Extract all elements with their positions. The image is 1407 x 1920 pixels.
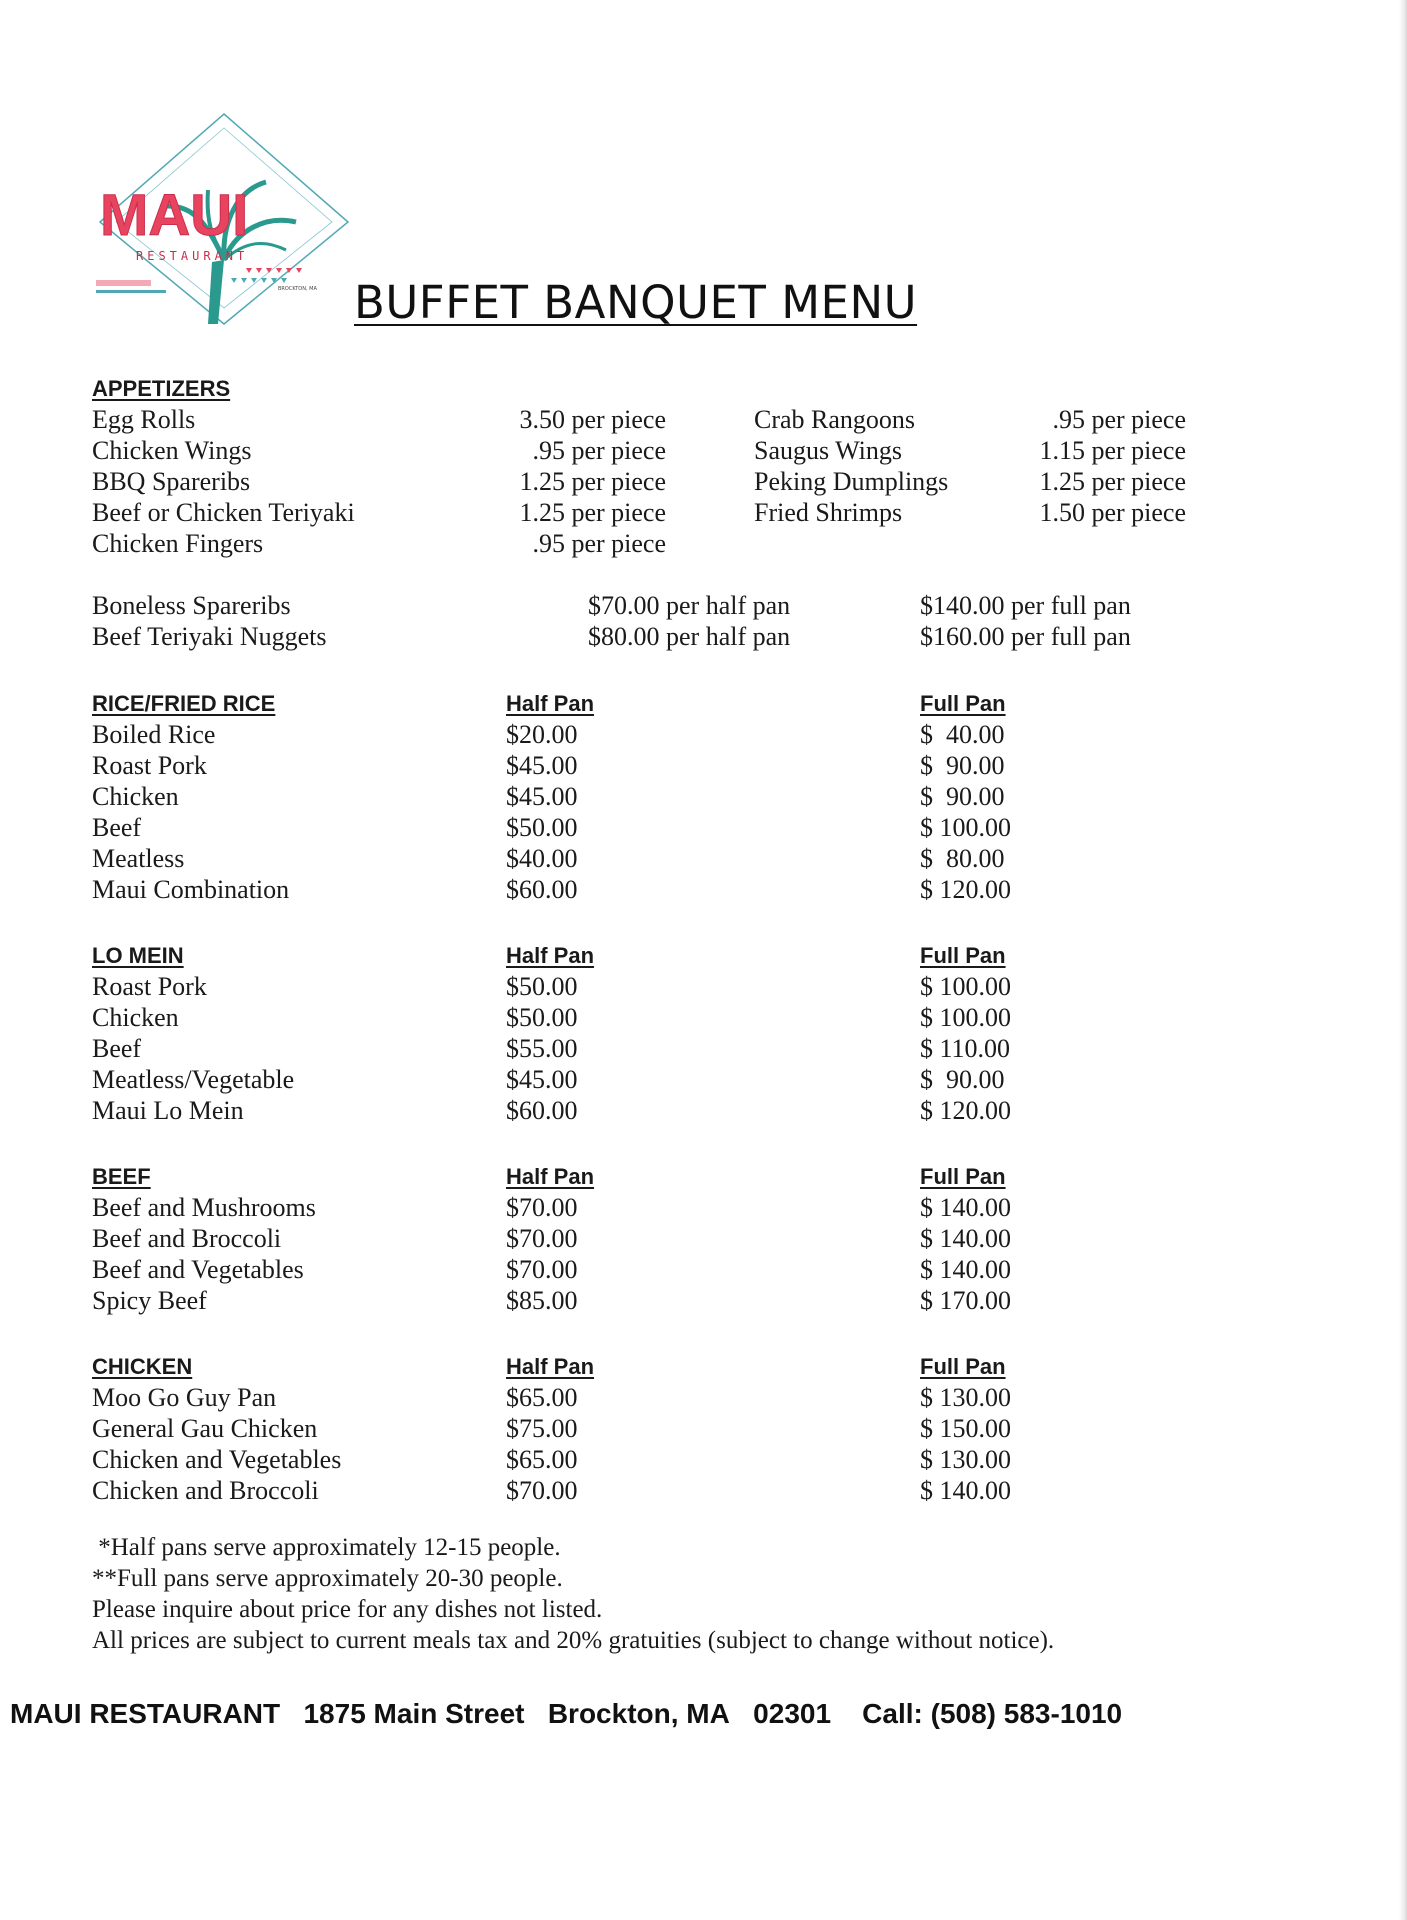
dish-name: Meatless/Vegetable: [92, 1065, 295, 1094]
appetizer-name: Peking Dumplings: [754, 467, 949, 496]
full-pan-price: $ 90.00: [920, 751, 1005, 780]
full-pan-price: $ 140.00: [920, 1224, 1011, 1253]
half-pan-price: $40.00: [506, 844, 578, 873]
full-pan-header: Full Pan: [920, 943, 1006, 968]
note-full-pans: **Full pans serve approximately 20-30 people.: [92, 1565, 563, 1592]
dish-name: Beef and Vegetables: [92, 1255, 304, 1284]
dish-name: Chicken: [92, 782, 179, 811]
full-pan-price: $ 80.00: [920, 844, 1005, 873]
half-pan-price: $45.00: [506, 1065, 578, 1094]
appetizer-price: 1.25 per piece: [519, 467, 666, 496]
appetizer-price: 1.25 per piece: [1039, 467, 1186, 496]
half-pan-price: $85.00: [506, 1286, 578, 1315]
full-pan-price: $ 90.00: [920, 1065, 1005, 1094]
dish-name: Chicken: [92, 1003, 179, 1032]
maui-restaurant-logo: [96, 110, 356, 340]
full-pan-price: $ 150.00: [920, 1414, 1011, 1443]
half-pan-header: Half Pan: [506, 691, 595, 716]
dish-name: Beef: [92, 813, 142, 842]
svg-text:BROCKTON, MA: BROCKTON, MA: [278, 286, 317, 292]
half-pan-price: $45.00: [506, 751, 578, 780]
menu-title: BUFFET BANQUET MENU: [354, 276, 918, 329]
appetizer-name: Beef or Chicken Teriyaki: [92, 498, 355, 527]
section-heading-appetizers: APPETIZERS: [92, 376, 231, 401]
half-pan-price: $70.00: [506, 1224, 578, 1253]
half-pan-price: $45.00: [506, 782, 578, 811]
full-pan-price: $ 110.00: [920, 1034, 1011, 1063]
section-heading-beef: BEEF: [92, 1164, 151, 1189]
half-pan-price: $50.00: [506, 972, 578, 1001]
half-pan-price: $20.00: [506, 720, 578, 749]
half-pan-header: Half Pan: [506, 1164, 595, 1189]
full-pan-header: Full Pan: [920, 1354, 1006, 1379]
dish-name: Maui Combination: [92, 875, 290, 904]
dish-name: Boiled Rice: [92, 720, 216, 749]
dish-name: Roast Pork: [92, 972, 207, 1001]
appetizer-price: .95 per piece: [532, 529, 666, 558]
appetizer-name: Egg Rolls: [92, 405, 196, 434]
section-heading-lo-mein: LO MEIN: [92, 943, 184, 968]
full-pan-price: $ 130.00: [920, 1383, 1011, 1412]
dish-name: Moo Go Guy Pan: [92, 1383, 277, 1412]
dish-name: Chicken and Vegetables: [92, 1445, 342, 1474]
dish-name: Chicken and Broccoli: [92, 1476, 319, 1505]
appetizer-name: Fried Shrimps: [754, 498, 903, 527]
page-edge: [1399, 0, 1407, 1920]
full-pan-price: $ 120.00: [920, 1096, 1011, 1125]
svg-text:RESTAURANT: RESTAURANT: [136, 249, 249, 263]
dish-name: Beef: [92, 1034, 142, 1063]
dish-name: Meatless: [92, 844, 185, 873]
dish-name: Beef and Broccoli: [92, 1224, 282, 1253]
footer-restaurant-name: MAUI RESTAURANT: [10, 1698, 281, 1729]
half-pan-price: $60.00: [506, 1096, 578, 1125]
appetizer-name: Saugus Wings: [754, 436, 902, 465]
full-pan-price: $140.00 per full pan: [920, 591, 1131, 620]
half-pan-price: $70.00: [506, 1255, 578, 1284]
dish-name: General Gau Chicken: [92, 1414, 318, 1443]
full-pan-price: $ 130.00: [920, 1445, 1011, 1474]
full-pan-header: Full Pan: [920, 1164, 1006, 1189]
note-tax-gratuity: All prices are subject to current meals tax and 20% gratuities (subject to change without notice).: [92, 1627, 1055, 1654]
section-heading-chicken: CHICKEN: [92, 1354, 193, 1379]
appetizer-price: 1.15 per piece: [1039, 436, 1186, 465]
half-pan-price: $65.00: [506, 1383, 578, 1412]
dish-name: Maui Lo Mein: [92, 1096, 244, 1125]
full-pan-price: $ 40.00: [920, 720, 1005, 749]
full-pan-price: $ 90.00: [920, 782, 1005, 811]
full-pan-price: $ 140.00: [920, 1255, 1011, 1284]
appetizer-name: BBQ Spareribs: [92, 467, 251, 496]
half-pan-price: $70.00 per half pan: [588, 591, 791, 620]
appetizer-price: 1.25 per piece: [519, 498, 666, 527]
full-pan-price: $ 100.00: [920, 813, 1011, 842]
full-pan-price: $ 140.00: [920, 1476, 1011, 1505]
full-pan-price: $ 170.00: [920, 1286, 1011, 1315]
appetizer-price: 3.50 per piece: [519, 405, 666, 434]
dish-name: Beef and Mushrooms: [92, 1193, 316, 1222]
full-pan-price: $ 120.00: [920, 875, 1011, 904]
half-pan-price: $50.00: [506, 813, 578, 842]
appetizer-name: Crab Rangoons: [754, 405, 916, 434]
appetizer-price: .95 per piece: [1052, 405, 1186, 434]
dish-name: Roast Pork: [92, 751, 207, 780]
full-pan-price: $ 100.00: [920, 972, 1011, 1001]
dish-name: Spicy Beef: [92, 1286, 207, 1315]
half-pan-price: $70.00: [506, 1193, 578, 1222]
appetizer-name: Chicken Fingers: [92, 529, 264, 558]
half-pan-price: $50.00: [506, 1003, 578, 1032]
full-pan-price: $ 140.00: [920, 1193, 1011, 1222]
half-pan-price: $55.00: [506, 1034, 578, 1063]
footer-zip: 02301: [753, 1698, 832, 1729]
pan-item-name: Boneless Spareribs: [92, 591, 291, 620]
section-heading-rice: RICE/FRIED RICE: [92, 691, 276, 716]
note-half-pans: *Half pans serve approximately 12-15 people.: [92, 1534, 561, 1561]
half-pan-price: $60.00: [506, 875, 578, 904]
half-pan-price: $70.00: [506, 1476, 578, 1505]
pan-item-name: Beef Teriyaki Nuggets: [92, 622, 327, 651]
footer-phone: Call: (508) 583-1010: [862, 1698, 1123, 1729]
appetizer-name: Chicken Wings: [92, 436, 252, 465]
footer-address: 1875 Main Street: [303, 1698, 525, 1729]
footer-city: Brockton, MA: [547, 1698, 730, 1729]
half-pan-price: $80.00 per half pan: [588, 622, 791, 651]
half-pan-header: Half Pan: [506, 943, 595, 968]
note-inquire: Please inquire about price for any dishes not listed.: [92, 1596, 603, 1623]
svg-text:MAUI: MAUI: [100, 183, 249, 248]
appetizer-price: .95 per piece: [532, 436, 666, 465]
half-pan-price: $65.00: [506, 1445, 578, 1474]
half-pan-header: Half Pan: [506, 1354, 595, 1379]
footer-contact: [10, 1698, 1122, 1730]
full-pan-price: $ 100.00: [920, 1003, 1011, 1032]
appetizer-price: 1.50 per piece: [1039, 498, 1186, 527]
full-pan-header: Full Pan: [920, 691, 1006, 716]
full-pan-price: $160.00 per full pan: [920, 622, 1131, 651]
half-pan-price: $75.00: [506, 1414, 578, 1443]
